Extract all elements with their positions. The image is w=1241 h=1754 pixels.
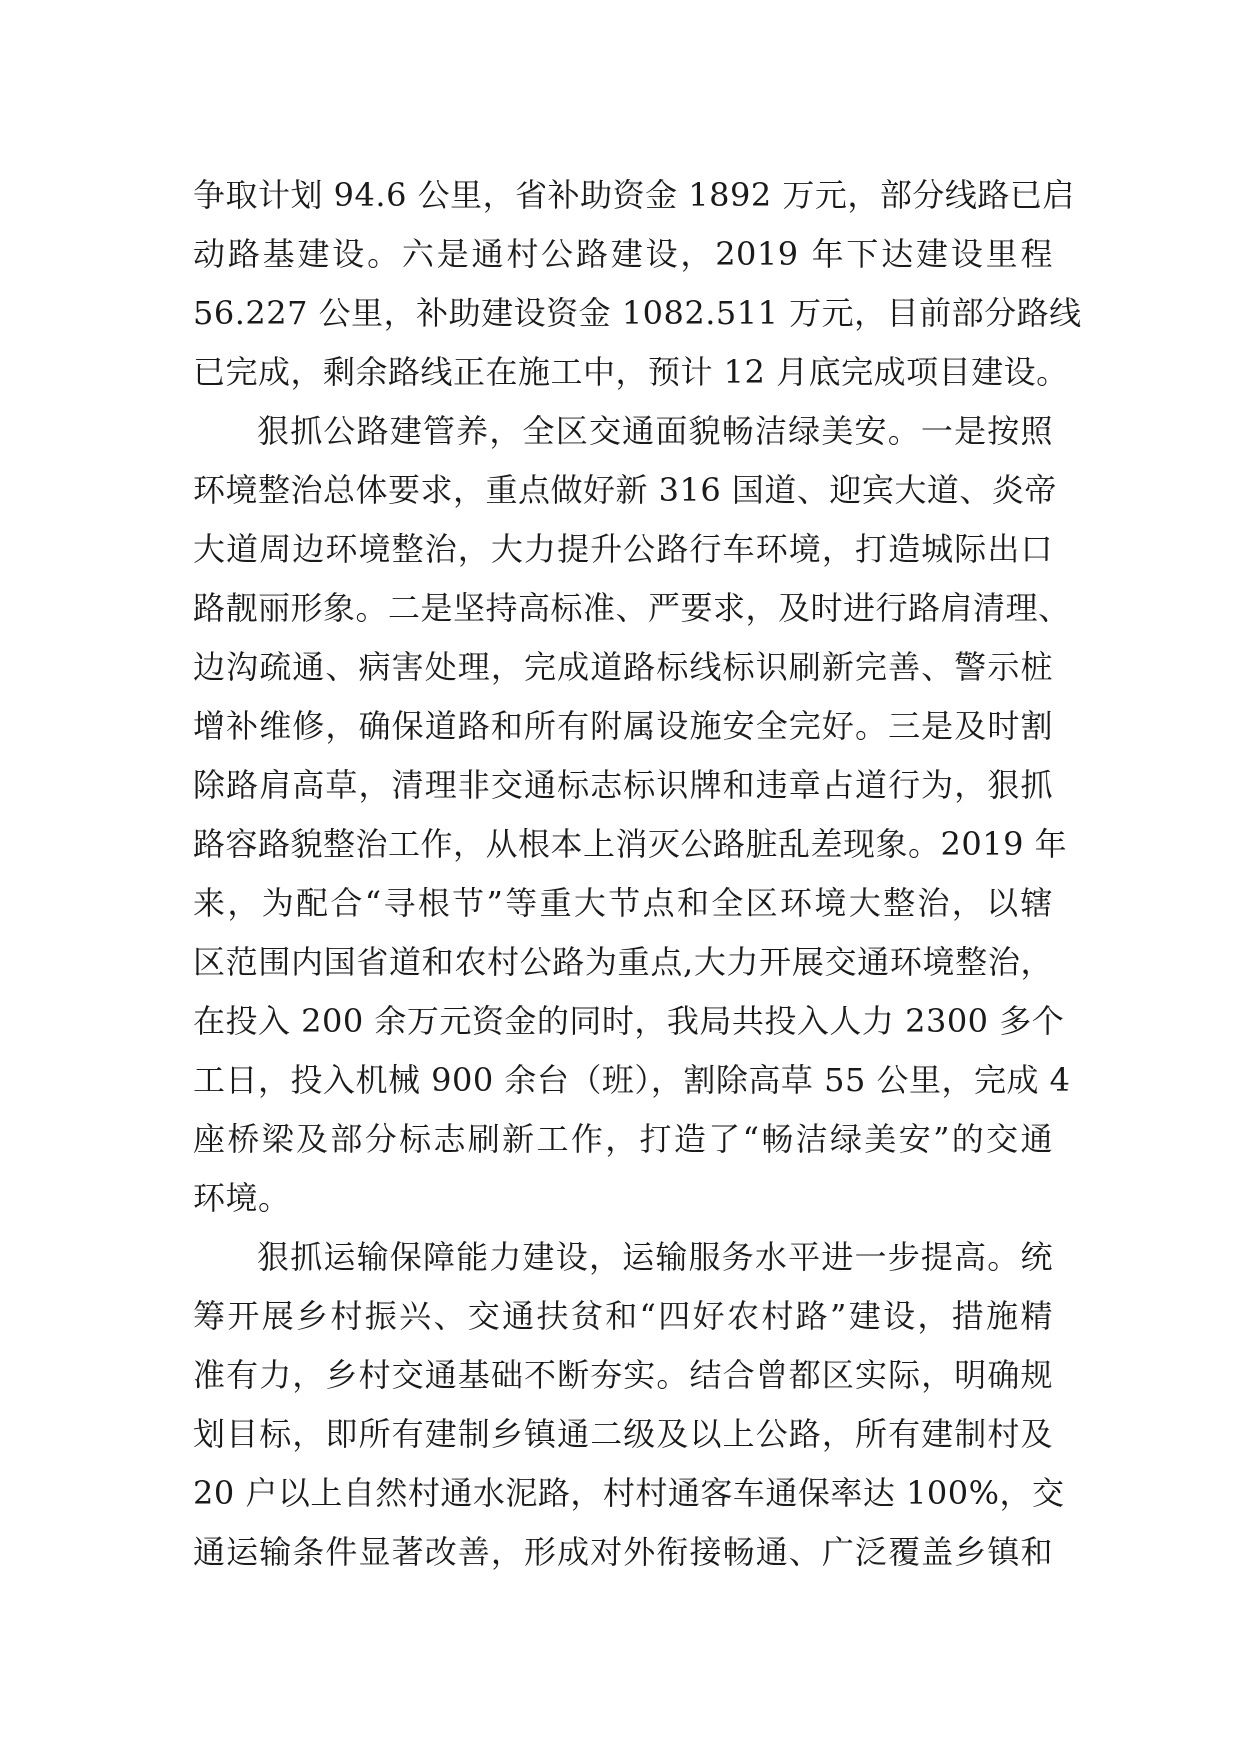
text-line: 争取计划 94.6 公里，省补助资金 1892 万元，部分线路已启 (193, 176, 1075, 214)
text-line: 路容路貌整治工作，从根本上消灭公路脏乱差现象。2019 年 (193, 825, 1068, 863)
text-line: 来，为配合“寻根节”等重大节点和全区环境大整治，以辖 (193, 884, 1053, 922)
text-line: 大道周边环境整治，大力提升公路行车环境，打造城际出口 (193, 530, 1053, 568)
text-line: 座桥梁及部分标志刷新工作，打造了“畅洁绿美安”的交通 (193, 1120, 1053, 1158)
text-line: 路靓丽形象。二是坚持高标准、严要求，及时进行路肩清理、 (193, 589, 1071, 627)
text-line: 增补维修，确保道路和所有附属设施安全完好。三是及时割 (193, 707, 1053, 745)
text-line: 在投入 200 余万元资金的同时，我局共投入人力 2300 多个 (193, 1002, 1065, 1040)
text-line: 边沟疏通、病害处理，完成道路标线标识刷新完善、警示桩 (193, 648, 1053, 686)
text-line: 区范围内国省道和农村公路为重点,大力开展交通环境整治， (193, 943, 1053, 981)
text-line: 狠抓运输保障能力建设，运输服务水平进一步提高。统 (257, 1238, 1053, 1276)
text-line: 环境整治总体要求，重点做好新 316 国道、迎宾大道、炎帝 (193, 471, 1057, 509)
text-line: 通运输条件显著改善，形成对外衔接畅通、广泛覆盖乡镇和 (193, 1533, 1053, 1571)
text-line: 环境。 (193, 1179, 291, 1217)
text-line: 动路基建设。六是通村公路建设，2019 年下达建设里程 (193, 235, 1053, 273)
document-body (193, 166, 1082, 1582)
paragraph-1 (193, 166, 1082, 402)
text-line: 除路肩高草，清理非交通标志标识牌和违章占道行为，狠抓 (193, 766, 1053, 804)
text-line: 工日，投入机械 900 余台（班），割除高草 55 公里，完成 4 (193, 1061, 1071, 1099)
text-line: 狠抓公路建管养，全区交通面貌畅洁绿美安。一是按照 (257, 412, 1053, 450)
paragraph-2 (193, 402, 1071, 1228)
text-line: 准有力，乡村交通基础不断夯实。结合曾都区实际，明确规 (193, 1356, 1053, 1394)
paragraph-3 (193, 1228, 1065, 1582)
text-line: 划目标，即所有建制乡镇通二级及以上公路，所有建制村及 (193, 1415, 1053, 1453)
text-line: 56.227 公里，补助建设资金 1082.511 万元，目前部分路线 (193, 294, 1082, 332)
text-line: 20 户以上自然村通水泥路，村村通客车通保率达 100%，交 (193, 1474, 1065, 1512)
text-line: 已完成，剩余路线正在施工中，预计 12 月底完成项目建设。 (193, 353, 1069, 391)
text-line: 筹开展乡村振兴、交通扶贫和“四好农村路”建设，措施精 (193, 1297, 1053, 1335)
